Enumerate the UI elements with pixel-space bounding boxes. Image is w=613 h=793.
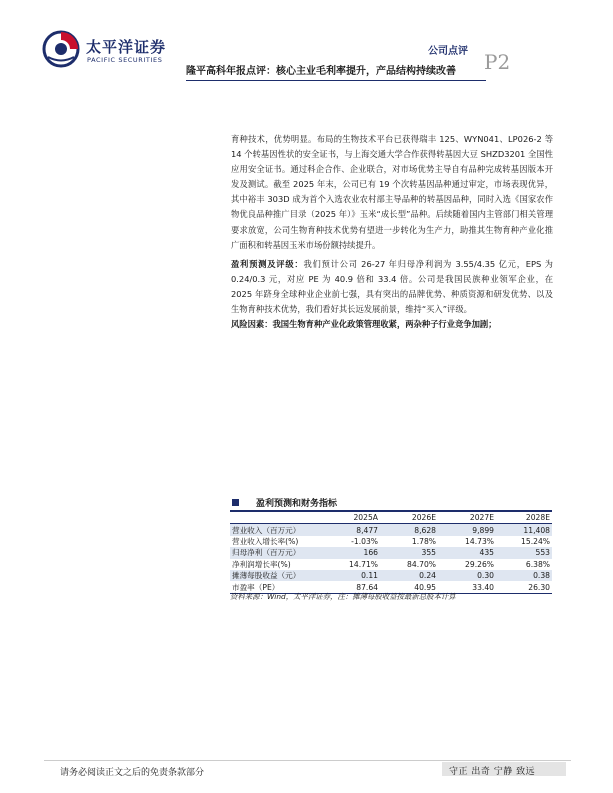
logo-text-cn: 太平洋证券 (86, 38, 167, 56)
table-cell: 0.38 (496, 570, 552, 581)
table-cell: 1.78% (411, 536, 436, 546)
table-cell: 166 (324, 547, 380, 558)
table-cell: 9,899 (438, 524, 496, 536)
row-label: 营业收入（百万元） (230, 524, 324, 536)
financial-table (230, 512, 552, 594)
header-cell: 2028E (496, 512, 552, 524)
table-row (230, 547, 552, 558)
company-logo (42, 30, 172, 74)
table-cell: 26.30 (496, 581, 552, 593)
row-label: 归母净利（百万元） (230, 547, 324, 558)
header-divider (186, 80, 486, 81)
row-label: 营业收入增长率(%) (232, 536, 299, 546)
table-cell: 87.64 (324, 581, 380, 593)
table-cell: 15.24% (521, 536, 550, 546)
table-cell: 14.71% (349, 559, 378, 569)
table-cell: 6.38% (525, 559, 550, 569)
table-cell: 8,628 (380, 524, 438, 536)
table-cell: 29.26% (465, 559, 494, 569)
page-number: P2 (484, 50, 511, 74)
logo-text-en: PACIFIC SECURITIES (87, 56, 163, 64)
square-bullet-icon (232, 499, 239, 506)
table-cell: 40.95 (380, 581, 438, 593)
header-cell (230, 512, 324, 524)
row-label: 摊薄每股收益（元） (230, 570, 324, 581)
report-title: 隆平高科年报点评：核心主业毛利率提升，产品结构持续改善 (186, 66, 456, 77)
forecast-text: 我们预计公司 26-27 年归母净利润为 3.55/4.35 亿元，EPS 为 0.24/0.3 元，对应 PE 为 40.9 倍和 33.4 倍。公司是我国民族种业领军企业，在 2025 年跻身全球种业企业前七强，具有突出的品牌优势、种质资源和研发优势、以及生物育种技术优势，我们看好其长远发展前景，维持“买入”评级。 (231, 258, 553, 315)
table-cell: 84.70% (407, 559, 436, 569)
header-cell: 2027E (438, 512, 496, 524)
table-cell: 435 (438, 547, 496, 558)
table-cell: 11,408 (496, 524, 552, 536)
table-row (230, 524, 552, 536)
footer-divider (44, 760, 571, 761)
table-source-note: 资料来源：Wind，太平洋证券，注：摊薄每股收益按最新总股本计算 (230, 592, 456, 601)
table-cell: 553 (496, 547, 552, 558)
forecast-paragraph (231, 257, 553, 317)
table-cell: 8,477 (324, 524, 380, 536)
risk-paragraph: 风险因素：我国生物育种产业化政策管理收紧，两杂种子行业竞争加剧； (231, 319, 497, 330)
disclaimer-note: 请务必阅读正文之后的免责条款部分 (60, 768, 205, 778)
table-title-row (230, 496, 552, 510)
table-header-row (230, 512, 552, 524)
table-cell: 0.30 (438, 570, 496, 581)
report-body (231, 132, 553, 332)
table-cell: 0.11 (324, 570, 380, 581)
header-cell: 2025A (324, 512, 380, 524)
pacific-securities-logo-icon (42, 30, 80, 68)
report-type-tag: 公司点评 (428, 46, 468, 57)
row-label: 市盈率（PE） (230, 581, 324, 593)
table-row (230, 570, 552, 581)
table-title: 盈利预测和财务指标 (256, 499, 338, 509)
row-label: 净利润增长率(%) (232, 559, 291, 569)
forecast-label: 盈利预测及评级： (231, 258, 304, 269)
table-cell: 14.73% (465, 536, 494, 546)
table-row (230, 536, 552, 547)
table-cell: -1.03% (351, 536, 378, 546)
table-cell: 33.40 (438, 581, 496, 593)
header-cell: 2026E (380, 512, 438, 524)
body-paragraph-1: 育种技术，优势明显。布局的生物技术平台已获得瑞丰 125、WYN041、LP026-2 等 14 个转基因性状的安全证书，与上海交通大学合作获得转基因大豆 SHZD3201 全国性应用安全证书。通过科企合作、企业联合，对市场优势主导自有品种完成转基因版本开发及测试。截至 2025 年末，公司已有 19 个次转基因品种通过审定，市场表现优异，其中裕丰 303D 成为首个入选农业农村部主导品种的转基因品种，同时入选《国家农作物优良品种推广目录（2025 年）》玉米“成长型”品种。后续随着国内主管部门相关管理要求放宽，公司生物育种技术优势有望进一步转化为生产力，助推其生物育种产业化推广面积和转基因玉米市场份额持续提升。 (231, 134, 553, 250)
table-cell: 0.24 (380, 570, 438, 581)
table-row (230, 559, 552, 570)
company-motto: 守正 出奇 宁静 致远 (449, 767, 536, 777)
table-cell: 355 (380, 547, 438, 558)
